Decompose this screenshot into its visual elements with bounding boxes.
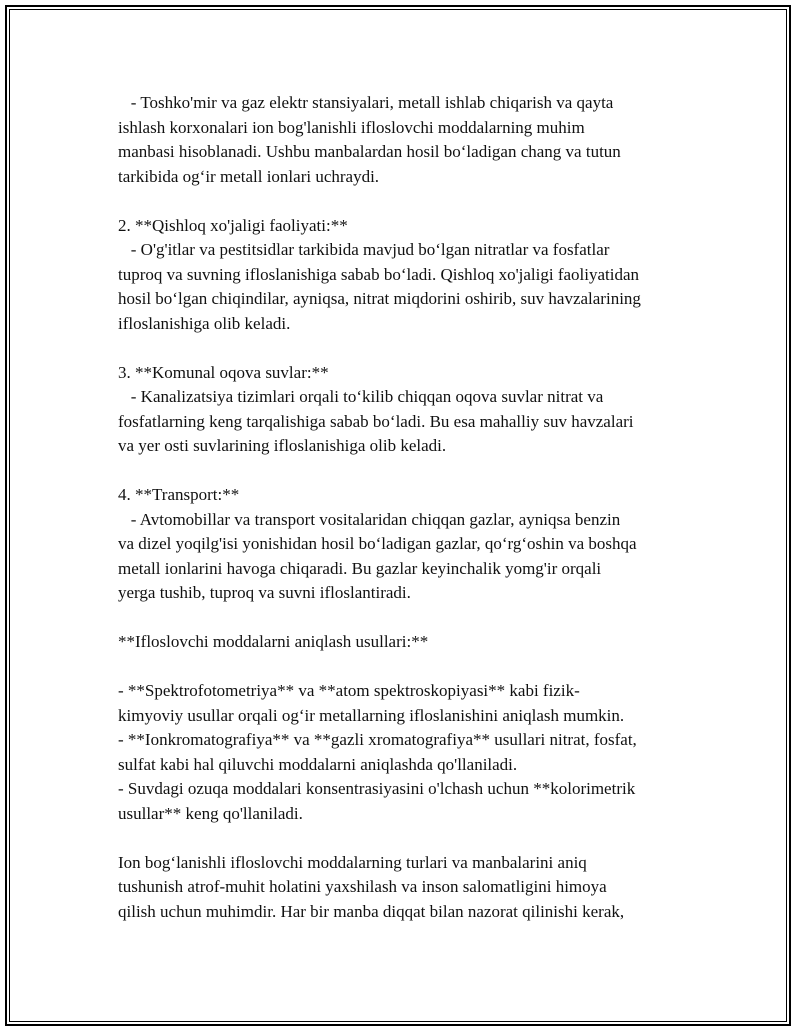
list-item: - Suvdagi ozuqa moddalari konsentrasiyasini o'lchash uchun **kolorimetrik <box>118 779 636 798</box>
paragraph-methods-list <box>118 679 698 826</box>
text-line: ishlash korxonalari ion bog'lanishli ifloslovchi moddalarning muhim <box>118 117 585 137</box>
text-line: manbasi hisoblanadi. Ushbu manbalardan hosil bo‘ladigan chang va tutun <box>118 142 621 161</box>
document-body <box>118 91 698 949</box>
text-line: - Toshko'mir va gaz elektr stansiyalari, metall ishlab chiqarish va qayta <box>118 93 614 112</box>
paragraph-wastewater <box>118 361 698 459</box>
paragraph-energy-sources <box>118 91 698 189</box>
text-line: hosil bo‘lgan chiqindilar, ayniqsa, nitrat miqdorini oshirib, suv havzalarining <box>118 289 641 308</box>
text-line: metall ionlarini havoga chiqaradi. Bu gazlar keyinchalik yomg'ir orqali <box>118 558 602 578</box>
text-line: fosfatlarning keng tarqalishiga sabab bo‘ladi. Bu esa mahalliy suv havzalari <box>118 411 634 431</box>
text-line: - O'g'itlar va pestitsidlar tarkibida mavjud bo‘lgan nitratlar va fosfatlar <box>118 240 610 259</box>
text-line: va dizel yoqilg'isi yonishidan hosil bo‘ladigan gazlar, qo‘rg‘oshin va boshqa <box>118 534 637 553</box>
section-heading: **Ifloslovchi moddalarni aniqlash usullari:** <box>118 632 429 651</box>
list-item: - **Spektrofotometriya** va **atom spektroskopiyasi** kabi fizik- <box>118 681 580 700</box>
paragraph-methods-heading <box>118 630 698 655</box>
paragraph-agriculture <box>118 214 698 337</box>
paragraph-transport <box>118 483 698 606</box>
list-item: - **Ionkromatografiya** va **gazli xromatografiya** usullari nitrat, fosfat, <box>118 730 637 749</box>
paragraph-conclusion <box>118 851 698 925</box>
section-heading: 4. **Transport:** <box>118 485 240 504</box>
text-line: kimyoviy usullar orqali og‘ir metallarning ifloslanishini aniqlash mumkin. <box>118 705 625 725</box>
text-line: va yer osti suvlarining ifloslanishiga olib keladi. <box>118 436 447 455</box>
text-line: yerga tushib, tuproq va suvni ifloslantiradi. <box>118 583 411 602</box>
section-heading: 3. **Komunal oqova suvlar:** <box>118 362 329 382</box>
text-line: tushunish atrof-muhit holatini yaxshilash va inson salomatligini himoya <box>118 877 607 896</box>
text-line: ifloslanishiga olib keladi. <box>118 313 291 333</box>
text-line: Ion bog‘lanishli ifloslovchi moddalarning turlari va manbalarini aniq <box>118 852 587 872</box>
text-line: usullar** keng qo'llaniladi. <box>118 803 303 823</box>
section-heading: 2. **Qishloq xo'jaligi faoliyati:** <box>118 215 348 235</box>
text-line: tuproq va suvning ifloslanishiga sabab bo‘ladi. Qishloq xo'jaligi faoliyatidan <box>118 264 640 284</box>
text-line: sulfat kabi hal qiluvchi moddalarni aniqlashda qo'llaniladi. <box>118 754 518 774</box>
text-line: - Kanalizatsiya tizimlari orqali to‘kilib chiqqan oqova suvlar nitrat va <box>118 387 604 406</box>
text-line: tarkibida og‘ir metall ionlari uchraydi. <box>118 166 380 186</box>
text-line: - Avtomobillar va transport vositalaridan chiqqan gazlar, ayniqsa benzin <box>118 509 621 529</box>
text-line: qilish uchun muhimdir. Har bir manba diqqat bilan nazorat qilinishi kerak, <box>118 901 625 921</box>
